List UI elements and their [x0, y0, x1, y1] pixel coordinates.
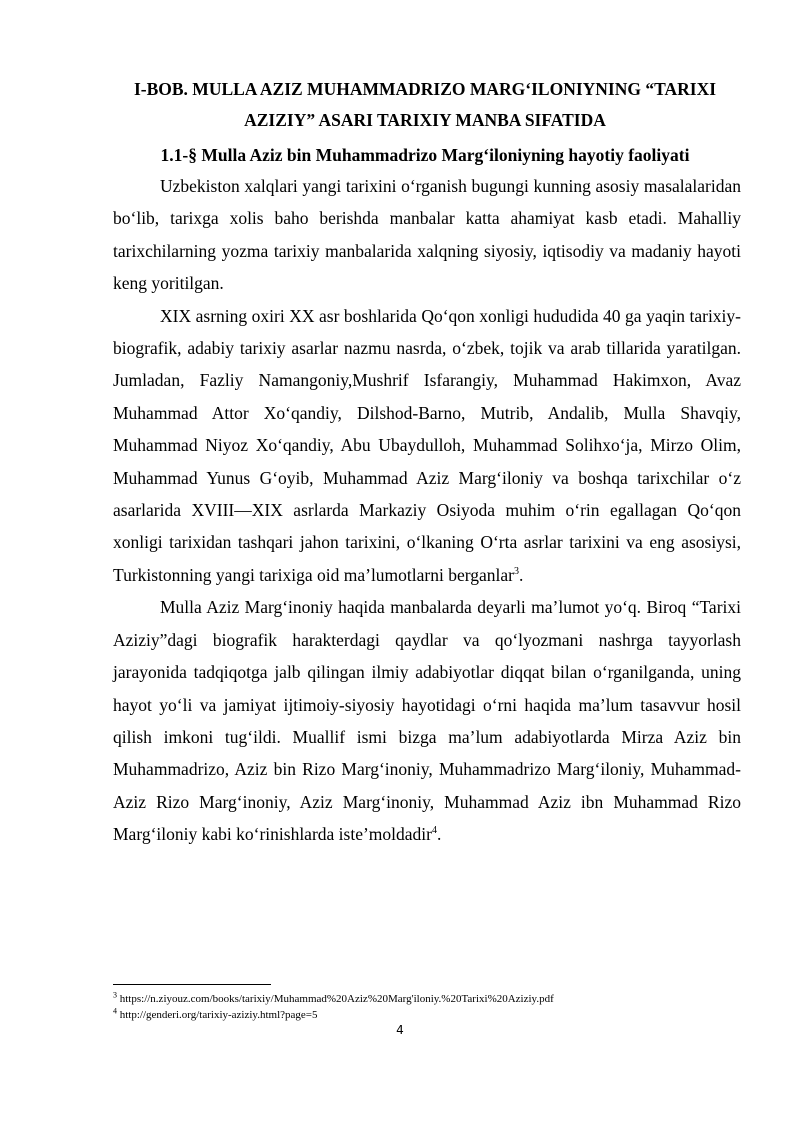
paragraph-2: [113, 300, 741, 592]
footnote-link[interactable]: http://genderi.org/tarixiy-aziziy.html?page=5: [117, 1009, 318, 1021]
footnote-divider: [113, 984, 271, 985]
paragraph-3-end: .: [436, 824, 442, 845]
footnote-ref-4[interactable]: 4: [431, 825, 437, 837]
footnote-number: 3: [113, 990, 117, 1000]
paragraph-3: [113, 591, 741, 850]
paragraph-2-text: XIX asrning oxiri XX asr boshlarida Qo‘qon xonligi hududida 40 ga yaqin tarixiy-biografik, adabiy tarixiy asarlar nazmu nasrda, o‘zbek, tojik va arab tillarida yaratilgan. Jumladan, Fazliy Namangoniy,Mushrif Isfarangiy, Muhammad Hakimxon, Avaz Muhammad Attor Xo‘qandiy, Dilshod-Barno, Mutrib, Andalib, Mulla Shavqiy, Muhammad Niyoz Xo‘qandiy, Abu Ubaydulloh, Muhammad Solihxo‘ja, Mirzo Olim, Muhammad Yunus G‘oyib, Muhammad Aziz Marg‘iloniy va boshqa tarixchilar o‘z asarlarida XVIII—XIX asrlarda Markaziy Osiyoda muhim o‘rin egallagan Qo‘qon xonligi tarixidan tashqari jahon tarixini, o‘lkaning O‘rta asrlar tarixini va eng asosiysi, Turkistonning yangi tarixiga oid ma’lumotlarni berganlar: [113, 305, 741, 585]
paragraph-1: [113, 170, 741, 300]
footnote-ref-3[interactable]: 3: [513, 566, 519, 578]
section-title: 1.1-§ Mulla Aziz bin Muhammadrizo Marg‘iloniyning hayotiy faoliyati: [160, 145, 690, 165]
paragraph-2-end: .: [518, 564, 524, 585]
chapter-title: I-BOB. MULLA AZIZ MUHAMMADRIZO MARG‘ILONIYNING “TARIXI AZIZIY” ASARI TARIXIY MANBA SIFATIDA: [133, 79, 717, 130]
body-text: [113, 170, 741, 851]
footnote-number: 4: [113, 1006, 117, 1016]
footnote-link[interactable]: https://n.ziyouz.com/books/tarixiy/Muhammad%20Aziz%20Marg'iloniy.%20Tarixi%20Aziziy.pdf: [117, 993, 554, 1005]
paragraph-1-text: Uzbekiston xalqlari yangi tarixini o‘rganish bugungi kunning asosiy masalalaridan bo‘lib, tarixga xolis baho berishda manbalar katta ahamiyat kasb etadi. Mahalliy tarixchilarning yozma tarixiy manbalarida xalqning siyosiy, iqtisodiy va madaniy hayoti keng yoritilgan.: [113, 176, 741, 294]
paragraph-3-text: Mulla Aziz Marg‘inoniy haqida manbalarda deyarli ma’lumot yo‘q. Biroq “Tarixi Aziziy”dagi biografik harakterdagi qaydlar va qo‘lyozmani nashrga tayyorlash jarayonida tadqiqotga jalb qilingan ilmiy adabiyotlar diqqat bilan o‘rganilganda, uning hayot yo‘li va jamiyat ijtimoiy-siyosiy hayotidagi o‘rni haqida ma’lum tasavvur hosil qilish imkoni tug‘ildi. Muallif ismi bizga ma’lum adabiyotlarda Mirza Aziz bin Muhammadrizo, Aziz bin Rizo Marg‘inoniy, Muhammadrizo Marg‘iloniy, Muhammad-Aziz Rizo Marg‘inoniy, Aziz Marg‘inoniy, Muhammad Aziz ibn Muhammad Rizo Marg‘iloniy kabi ko‘rinishlarda iste’moldadir: [113, 597, 741, 845]
footnote-3: [113, 991, 753, 1007]
page-number: 4: [396, 1023, 404, 1037]
footnotes: [113, 991, 753, 1023]
footnote-4: [113, 1007, 753, 1023]
